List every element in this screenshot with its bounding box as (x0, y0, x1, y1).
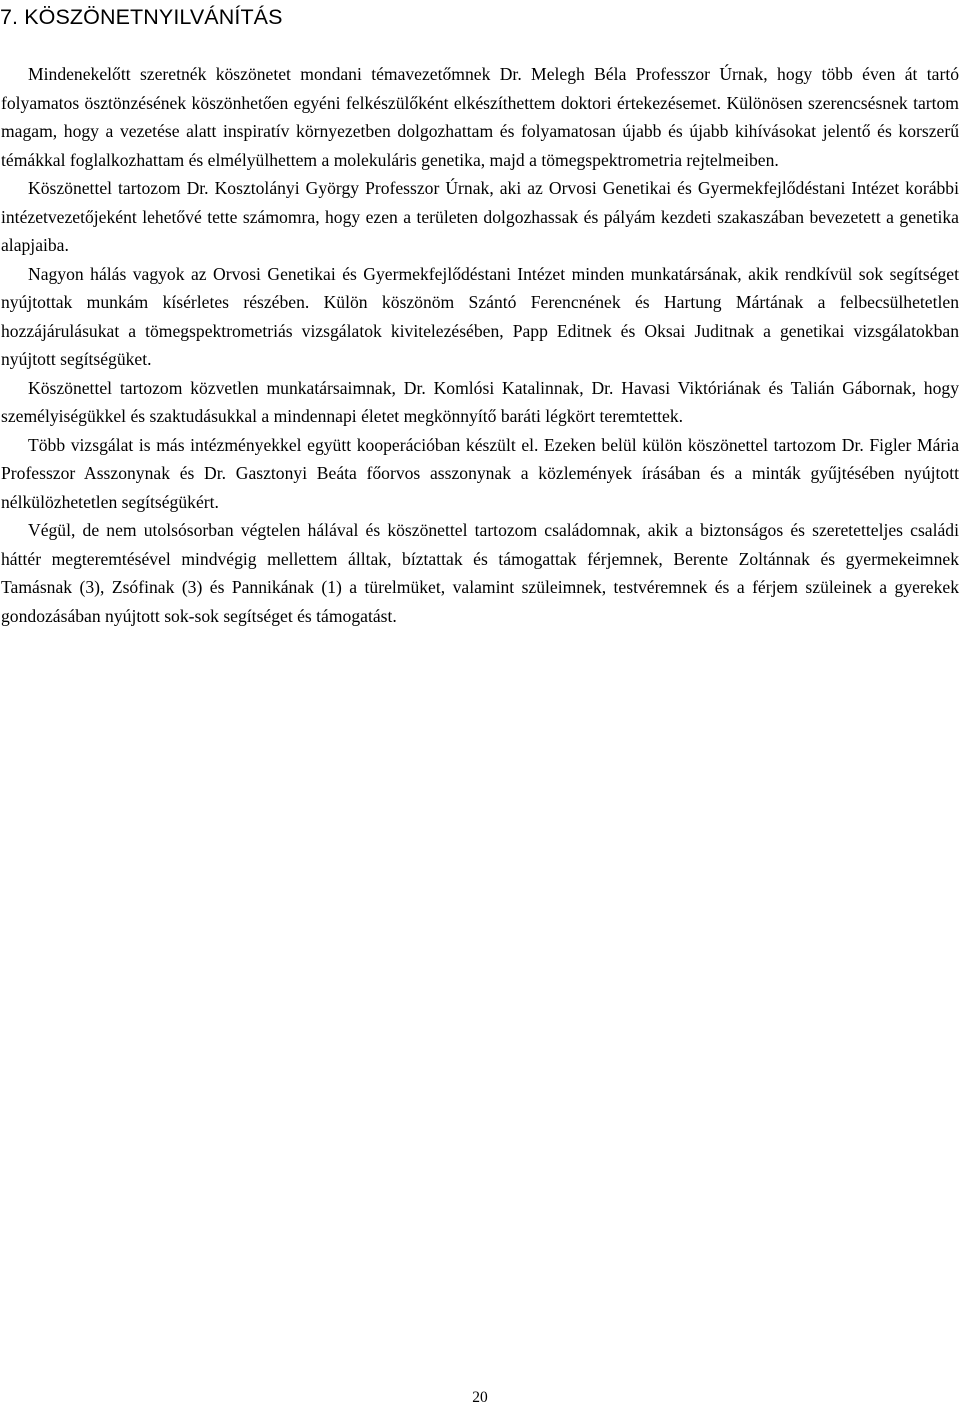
paragraph-cooperation: Több vizsgálat is más intézményekkel együtt kooperációban készült el. Ezeken belül külön köszönettel tartozom Dr. Figler Mária Professzor Asszonynak és Dr. Gasztonyi Beáta főorvos asszonynak a közlemények írásában és a minták gyűjtésében nyújtott nélkülözhetetlen segítségükért. (1, 434, 959, 512)
paragraph-family: Végül, de nem utolsósorban végtelen hálával és köszönettel tartozom családomnak, akik a biztonságos és szeretetteljes családi háttér megteremtésével mindvégig mellettem álltak, bíztattak és támogattak férjemnek, Berente Zoltánnak és gyermekeimnek Tamásnak (3), Zsófinak (3) és Pannikának (1) a türelmüket, valamint szüleimnek, testvéremnek és a férjem szüleinek a gyerekek gondozásában nyújtott sok-sok segítséget és támogatást. (1, 520, 959, 626)
paragraph-former-director: Köszönettel tartozom Dr. Kosztolányi György Professzor Úrnak, aki az Orvosi Genetikai és Gyermekfejlődéstani Intézet korábbi intézetvezetőjeként lehetővé tette számomra, hogy ezen a területen dolgozhassak és pályám kezdeti szakaszában bevezetett a genetika alapjaiba. (1, 178, 959, 255)
paragraph-institute-staff: Nagyon hálás vagyok az Orvosi Genetikai és Gyermekfejlődéstani Intézet minden munkatársának, akik rendkívül sok segítséget nyújtottak munkám kísérletes részében. Külön köszönöm Szántó Ferencnének és Hartung Mártának a felbecsülhetetlen hozzájárulásukat a tömegspektrometriás vizsgálatok kivitelezésében, Papp Editnek és Oksai Juditnak a genetikai vizsgálatokban nyújtott segítségüket. (1, 263, 959, 369)
paragraph-colleagues: Köszönettel tartozom közvetlen munkatársaimnak, Dr. Komlósi Katalinnak, Dr. Havasi Viktóriának és Talián Gábornak, hogy személyiségükkel és szaktudásukkal a mindennapi életet megkönnyítő baráti légkört teremtettek. (1, 377, 959, 426)
acknowledgements-body (1, 60, 959, 630)
page-number: 20 (472, 1389, 488, 1406)
paragraph-supervisor: Mindenekelőtt szeretnék köszönetet mondani témavezetőmnek Dr. Melegh Béla Professzor Úrnak, hogy több éven át tartó folyamatos ösztönzésének köszönhetően egyéni felkészülőként elkészíthettem doktori értekezésemet. Különösen szerencsésnek tartom magam, hogy a vezetése alatt inspiratív környezetben dolgozhattam és folyamatosan újabb és újabb kihívásokat jelentő és korszerű témákkal foglalkozhattam és elmélyülhettem a molekuláris genetika, majd a tömegspektrometria rejtelmeiben. (1, 64, 959, 170)
section-heading: 7. KÖSZÖNETNYILVÁNÍTÁS (0, 5, 283, 29)
